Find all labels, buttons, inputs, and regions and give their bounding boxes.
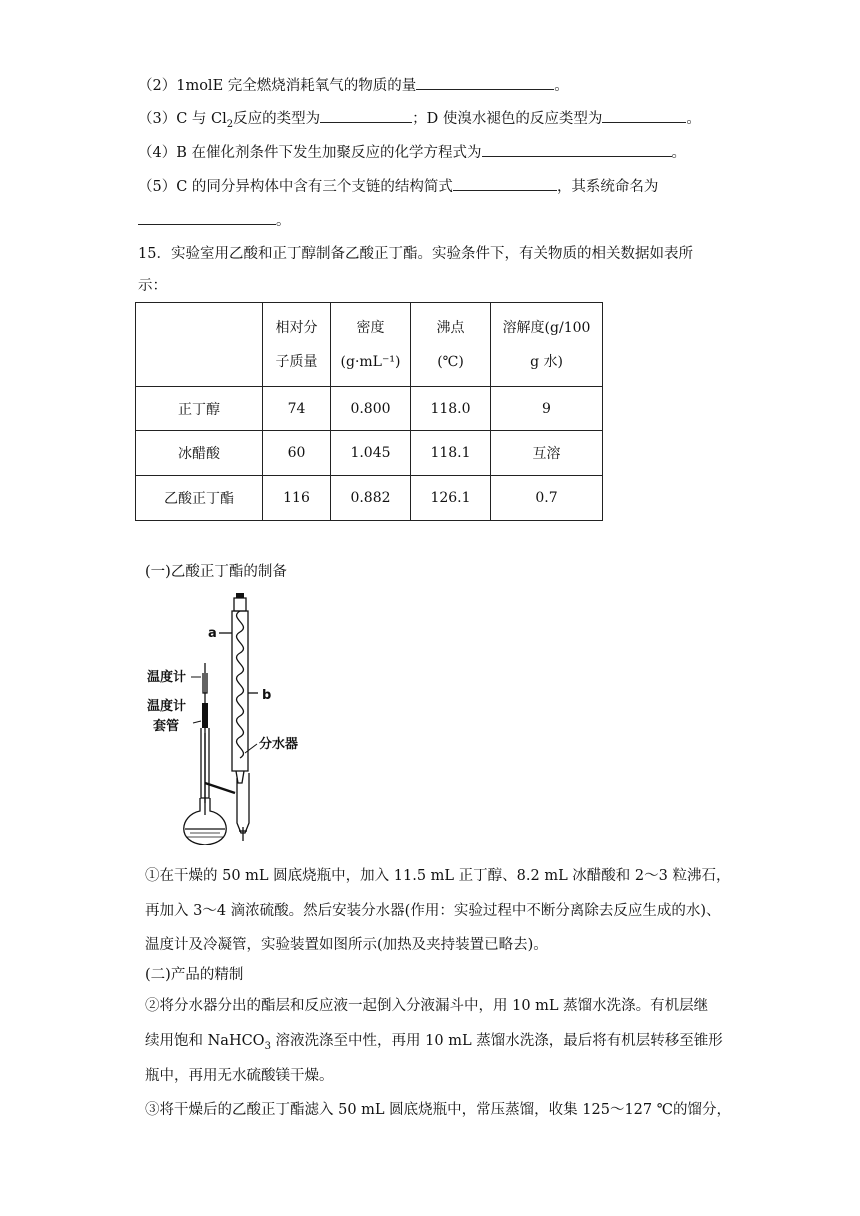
answer-blank — [320, 107, 412, 123]
table-header-cell: 相对分 子质量 — [263, 303, 331, 387]
label-sleeve: 套管 — [153, 719, 180, 734]
section-heading-purification: (二)产品的精制 — [145, 967, 244, 983]
answer-blank — [453, 175, 557, 191]
table-header-cell: 沸点 (℃) — [411, 303, 491, 387]
step-3-line1: ③将干燥后的乙酸正丁酯滤入 50 mL 圆底烧瓶中，常压蒸馏，收集 125～127 ℃的馏分， — [145, 1102, 731, 1118]
label-a: a — [208, 626, 217, 641]
table-row: 乙酸正丁酯 116 0.882 126.1 0.7 — [136, 476, 603, 521]
step-2-line2: 续用饱和 NaHCO$_3$ 溶液洗涤至中性，再用 10 mL 蒸馏水洗涤，最后将有机层转移至锥形 — [145, 1033, 723, 1052]
question-5-cont: 。 — [138, 209, 291, 231]
question-4: （4）B 在催化剂条件下发生加聚反应的化学方程式为 。 — [138, 141, 686, 163]
step-2-line1: ②将分水器分出的酯层和反应液一起倒入分液漏斗中，用 10 mL 蒸馏水洗涤。有机层继 — [145, 998, 709, 1014]
question-15-line1: 15．实验室用乙酸和正丁醇制备乙酸正丁酯。实验条件下，有关物质的相关数据如表所 — [138, 246, 693, 262]
label-b: b — [262, 688, 272, 703]
table-row: 正丁醇 74 0.800 118.0 9 — [136, 387, 603, 431]
question-15-line2: 示： — [138, 278, 167, 294]
question-2-text: （2）1molE 完全燃烧消耗氧气的物质的量 — [138, 78, 417, 94]
apparatus-diagram — [145, 593, 305, 845]
thermometer — [201, 663, 209, 815]
question-5: （5）C 的同分异构体中含有三个支链的结构简式 ，其系统命名为 — [138, 175, 658, 197]
question-3: （3）C 与 $Cl_2$反应的类型为 ；D 使溴水褪色的反应类型为 。 — [138, 107, 701, 135]
question-2: （2）1molE 完全燃烧消耗氧气的物质的量 。 — [138, 74, 569, 96]
table-corner-cell — [136, 303, 263, 387]
section-heading-preparation: (一)乙酸正丁酯的制备 — [145, 564, 287, 580]
label-water-separator: 分水器 — [259, 737, 299, 752]
properties-table — [135, 302, 603, 521]
condenser — [219, 593, 258, 783]
table-header-row — [136, 303, 603, 387]
answer-blank — [416, 74, 554, 90]
table-row: 冰醋酸 60 1.045 118.1 互溶 — [136, 431, 603, 476]
label-thermometer: 温度计 — [147, 670, 187, 685]
step-2-line3: 瓶中，再用无水硫酸镁干燥。 — [145, 1068, 334, 1084]
step-1-line1: ①在干燥的 50 mL 圆底烧瓶中，加入 11.5 mL 正丁醇、8.2 mL 冰醋酸和 2～3 粒沸石， — [145, 868, 731, 884]
step-1-line3: 温度计及冷凝管，实验装置如图所示(加热及夹持装置已略去)。 — [145, 937, 548, 953]
label-thermometer-sleeve: 温度计 — [147, 699, 187, 714]
answer-blank — [482, 141, 672, 157]
answer-blank — [138, 209, 276, 225]
answer-blank — [602, 107, 686, 123]
table-header-cell: 溶解度(g/100 g 水) — [491, 303, 603, 387]
step-1-line2: 再加入 3～4 滴浓硫酸。然后安装分水器(作用：实验过程中不断分离除去反应生成的水)、 — [145, 903, 721, 919]
table-header-cell: 密度 (g·mL⁻¹) — [331, 303, 411, 387]
